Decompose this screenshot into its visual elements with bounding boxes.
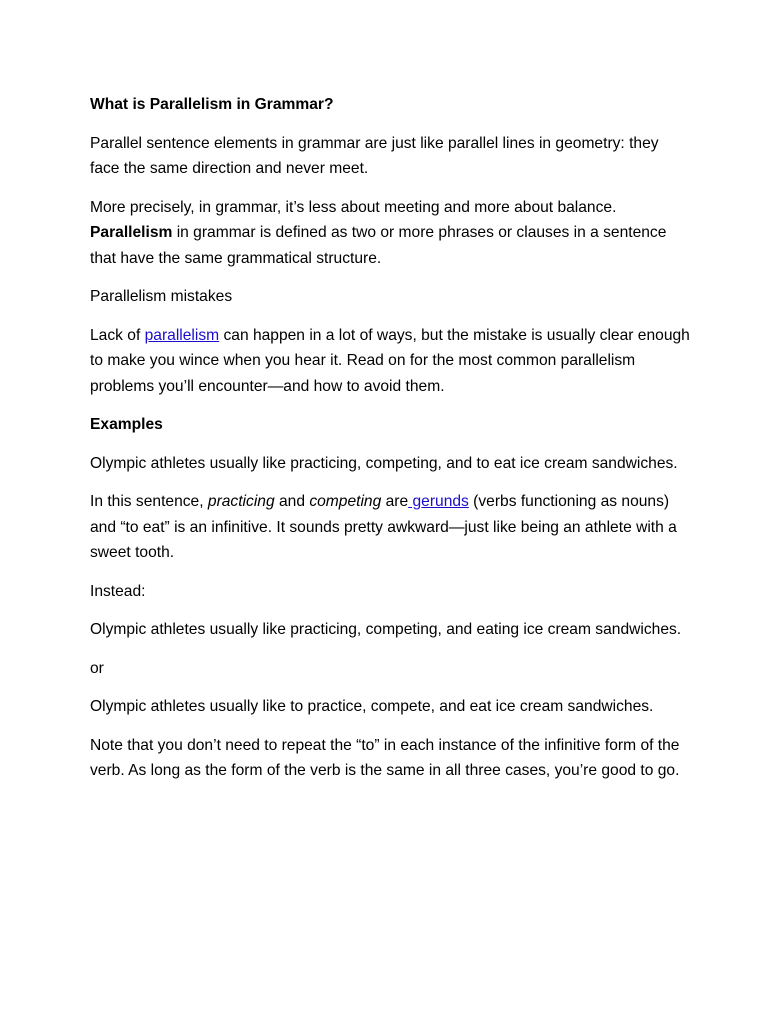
parallelism-term: Parallelism: [90, 224, 173, 241]
mistakes-text-2: can happen in a lot of ways, but the mistake is usually clear enough to make you wince when you hear it. Read on for the most common parallelism problems you’ll encounter—and how to avoid them.: [90, 326, 690, 395]
parallelism-link[interactable]: parallelism: [144, 326, 220, 344]
document-heading: What is Parallelism in Grammar?: [90, 96, 334, 113]
competing-term: competing: [309, 493, 382, 510]
note-paragraph: Note that you don’t need to repeat the “to” in each instance of the infinitive form of the verb. As long as the form of the verb is the same in all three cases, you’re good to go.: [90, 736, 680, 779]
gerunds-link[interactable]: gerunds: [408, 493, 469, 510]
definition-text-1: More precisely, in grammar, it’s less about meeting and more about balance.: [90, 198, 617, 216]
mistakes-paragraph: [90, 323, 690, 400]
definition-text-2: in grammar is defined as two or more phrases or clauses in a sentence that have the same grammatical structure.: [90, 224, 667, 267]
example-sentence-1: Olympic athletes usually like practicing, competing, and to eat ice cream sandwiches.: [90, 454, 678, 472]
mistakes-text-1: Lack of: [90, 326, 145, 344]
intro-paragraph: Parallel sentence elements in grammar are just like parallel lines in geometry: they face the same direction and never meet.: [90, 134, 659, 177]
explanation-text-4: (verbs functioning as nouns) and “to eat” is an infinitive. It sounds pretty awkward—just like being an athlete with a sweet tooth.: [90, 493, 677, 561]
explanation-text-2: and: [274, 493, 310, 510]
definition-paragraph: [90, 195, 690, 272]
practicing-term: practicing: [207, 493, 275, 510]
mistakes-subheading: Parallelism mistakes: [90, 288, 233, 305]
explanation-paragraph: [90, 489, 690, 566]
example-sentence-3: Olympic athletes usually like to practice, compete, and eat ice cream sandwiches.: [90, 698, 654, 715]
document-page: [90, 92, 690, 797]
example-sentence-2: Olympic athletes usually like practicing, competing, and eating ice cream sandwiches.: [90, 621, 682, 638]
instead-label: Instead:: [90, 582, 146, 600]
explanation-text-1: In this sentence,: [90, 493, 208, 510]
explanation-text-3: are: [381, 493, 409, 510]
or-label: or: [90, 659, 104, 677]
examples-heading: Examples: [90, 416, 163, 433]
